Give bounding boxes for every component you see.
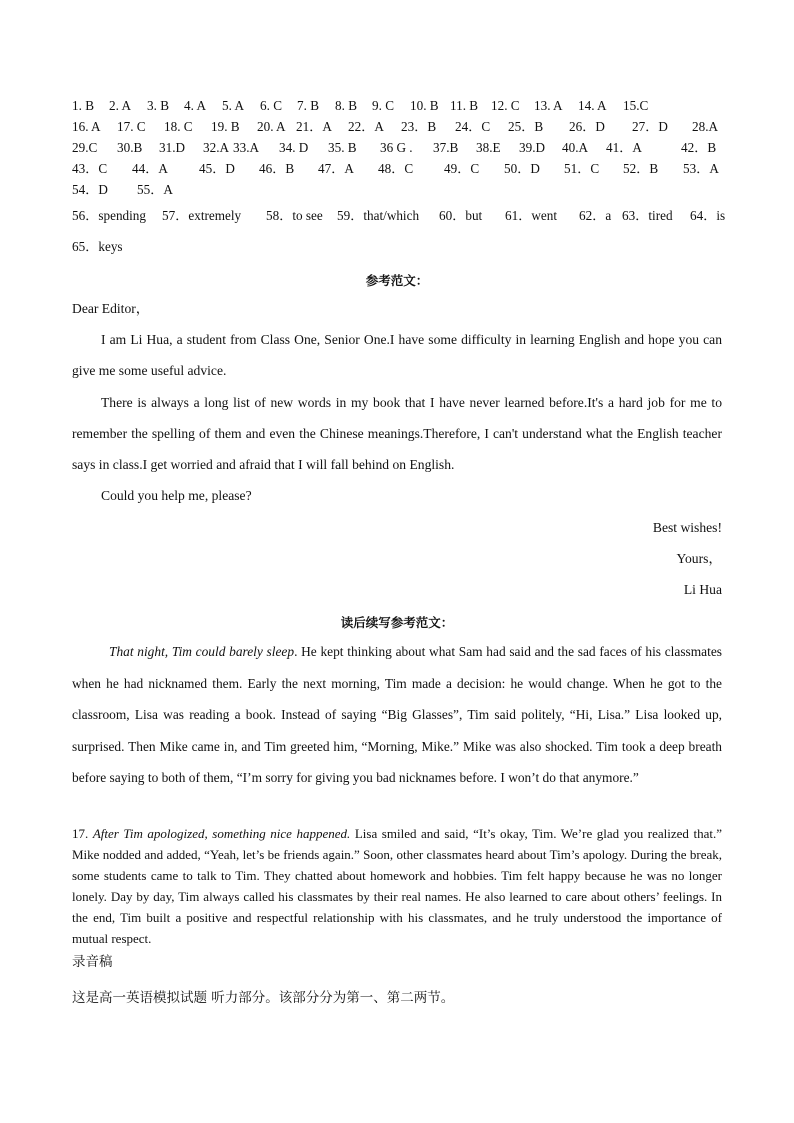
answer-item: 11. B	[450, 98, 479, 113]
answer-item: 13. A	[534, 98, 563, 113]
answer-item: 43．C	[72, 161, 108, 176]
answer-item: 32.A	[203, 140, 230, 155]
answer-item: 22．A	[348, 119, 384, 134]
answer-item: 33.A	[233, 140, 260, 155]
answer-item: 28.A	[692, 119, 719, 134]
answer-item: 50．D	[504, 161, 540, 176]
answer-item: 7. B	[297, 98, 319, 113]
continuation-p2-lead: After Tim apologized, something nice happened.	[92, 826, 351, 841]
answer-item: 10. B	[410, 98, 439, 113]
answer-item: 6. C	[260, 98, 282, 113]
answer-item: 65．keys	[72, 239, 123, 254]
answer-item: 38.E	[476, 140, 501, 155]
answer-item: 35. B	[328, 140, 357, 155]
continuation-p1-lead: That night, Tim could barely sleep	[109, 644, 295, 659]
answer-item: 16. A	[72, 119, 101, 134]
answer-item: 37.B	[433, 140, 459, 155]
answer-item: 36 G .	[380, 140, 413, 155]
answer-item: 3. B	[147, 98, 169, 113]
essay-paragraph-3: Could you help me, please?	[101, 488, 252, 503]
essay-closing: Best wishes!	[652, 520, 722, 535]
answer-item: 31.D	[159, 140, 186, 155]
answer-item: 23．B	[401, 119, 437, 134]
essay-paragraph-1: I am Li Hua, a student from Class One, Senior One.I have some difficulty in learning English and hope you can give me some useful advice.	[72, 332, 722, 378]
answer-item: 12. C	[491, 98, 520, 113]
mc-row-3	[72, 138, 724, 158]
mc-row-1	[72, 96, 724, 116]
answer-item: 34. D	[279, 140, 309, 155]
essay-heading: 参考范文：	[365, 273, 429, 288]
answer-item: 18. C	[164, 119, 193, 134]
answer-item: 54．D	[72, 182, 108, 197]
answer-item: 52．B	[623, 161, 659, 176]
paragraph-number: 17.	[72, 826, 93, 841]
answer-item: 44．A	[132, 161, 168, 176]
answer-item: 61．went	[505, 208, 558, 223]
answer-item: 26．D	[569, 119, 605, 134]
answer-item: 53．A	[683, 161, 719, 176]
answer-item: 62．a	[579, 208, 612, 223]
answer-item: 29.C	[72, 140, 98, 155]
answer-item: 21．A	[296, 119, 332, 134]
transcript-title: 录音稿	[72, 954, 113, 970]
answer-item: 58．to see	[266, 208, 323, 223]
answer-item: 2. A	[109, 98, 131, 113]
answer-item: 40.A	[562, 140, 589, 155]
answer-item: 60．but	[439, 208, 483, 223]
answer-item: 47．A	[318, 161, 354, 176]
answer-item: 15.C	[623, 98, 649, 113]
answer-item: 20. A	[257, 119, 286, 134]
answer-item: 5. A	[222, 98, 244, 113]
answer-item: 64．is	[690, 208, 726, 223]
answer-item: 19. B	[211, 119, 240, 134]
answer-item: 9. C	[372, 98, 394, 113]
mc-row-5	[72, 180, 724, 200]
answer-item: 39.D	[519, 140, 546, 155]
continuation-p1-text: . He kept thinking about what Sam had said and the sad faces of his classmates when he had nicknamed them. Early the next morning, Tim made a decision: he would change. When he got to the classroom, Lisa was reading a book. Instead of saying “Big Glasses”, Tim said politely, “Hi, Lisa.” Lisa looked up, surprised. Then Mike came in, and Tim greeted him, “Morning, Mike.” Mike was also shocked. Tim took a deep breath before saying to both of them, “I’m sorry for giving you bad nicknames before. I won’t do that anymore.”	[72, 644, 722, 786]
answer-item: 42．B	[681, 140, 717, 155]
answer-item: 55．A	[137, 182, 173, 197]
essay-salutation: Dear Editor，	[72, 301, 150, 316]
answer-item: 49．C	[444, 161, 480, 176]
answer-item: 41．A	[606, 140, 642, 155]
continuation-p2-text: Lisa smiled and said, “It’s okay, Tim. We’re glad you realized that.” Mike nodded and added, “Yeah, let’s be friends again.” Soon, other classmates heard about Tim’s apology. During the break, some students came to talk to Tim. They chatted about homework and hobbies. Tim felt happy because he was no longer lonely. Day by day, Tim always called his classmates by their real names. He also learned to care about others’ feelings. In the end, Tim built a positive and respectful relationship with his classmates, and he truly understood the importance of mutual respect.	[72, 826, 722, 946]
answer-item: 25．B	[508, 119, 544, 134]
continuation-paragraph-1	[72, 636, 722, 794]
answer-item: 51．C	[564, 161, 600, 176]
continuation-paragraph-2	[72, 823, 722, 949]
answer-item: 14. A	[578, 98, 607, 113]
answer-item: 59．that/which	[337, 208, 420, 223]
essay-signature: Li Hua	[683, 582, 722, 597]
mc-row-4	[72, 159, 724, 179]
answer-item: 30.B	[117, 140, 143, 155]
answer-item: 48．C	[378, 161, 414, 176]
answer-item: 24．C	[455, 119, 491, 134]
answer-item: 56．spending	[72, 208, 146, 223]
answer-item: 1. B	[72, 98, 94, 113]
answer-item: 8. B	[335, 98, 357, 113]
answer-item: 63．tired	[622, 208, 673, 223]
answer-item: 4. A	[184, 98, 206, 113]
answer-item: 17. C	[117, 119, 146, 134]
answer-item: 45．D	[199, 161, 235, 176]
mc-row-2	[72, 117, 724, 137]
answer-item: 46．B	[259, 161, 295, 176]
essay-paragraph-2: There is always a long list of new words in my book that I have never learned before.It's a hard job for me to remember the spelling of them and even the Chinese meanings.Therefore, I can't understand what the English teacher says in class.I get worried and afraid that I will fall behind on English.	[72, 395, 722, 472]
essay-yours: Yours，	[676, 551, 722, 566]
answer-item: 57．extremely	[162, 208, 242, 223]
transcript-intro: 这是高一英语模拟试题 听力部分。该部分分为第一、第二两节。	[72, 990, 455, 1006]
continuation-heading: 读后续写参考范文：	[340, 615, 454, 630]
answer-item: 27．D	[632, 119, 668, 134]
